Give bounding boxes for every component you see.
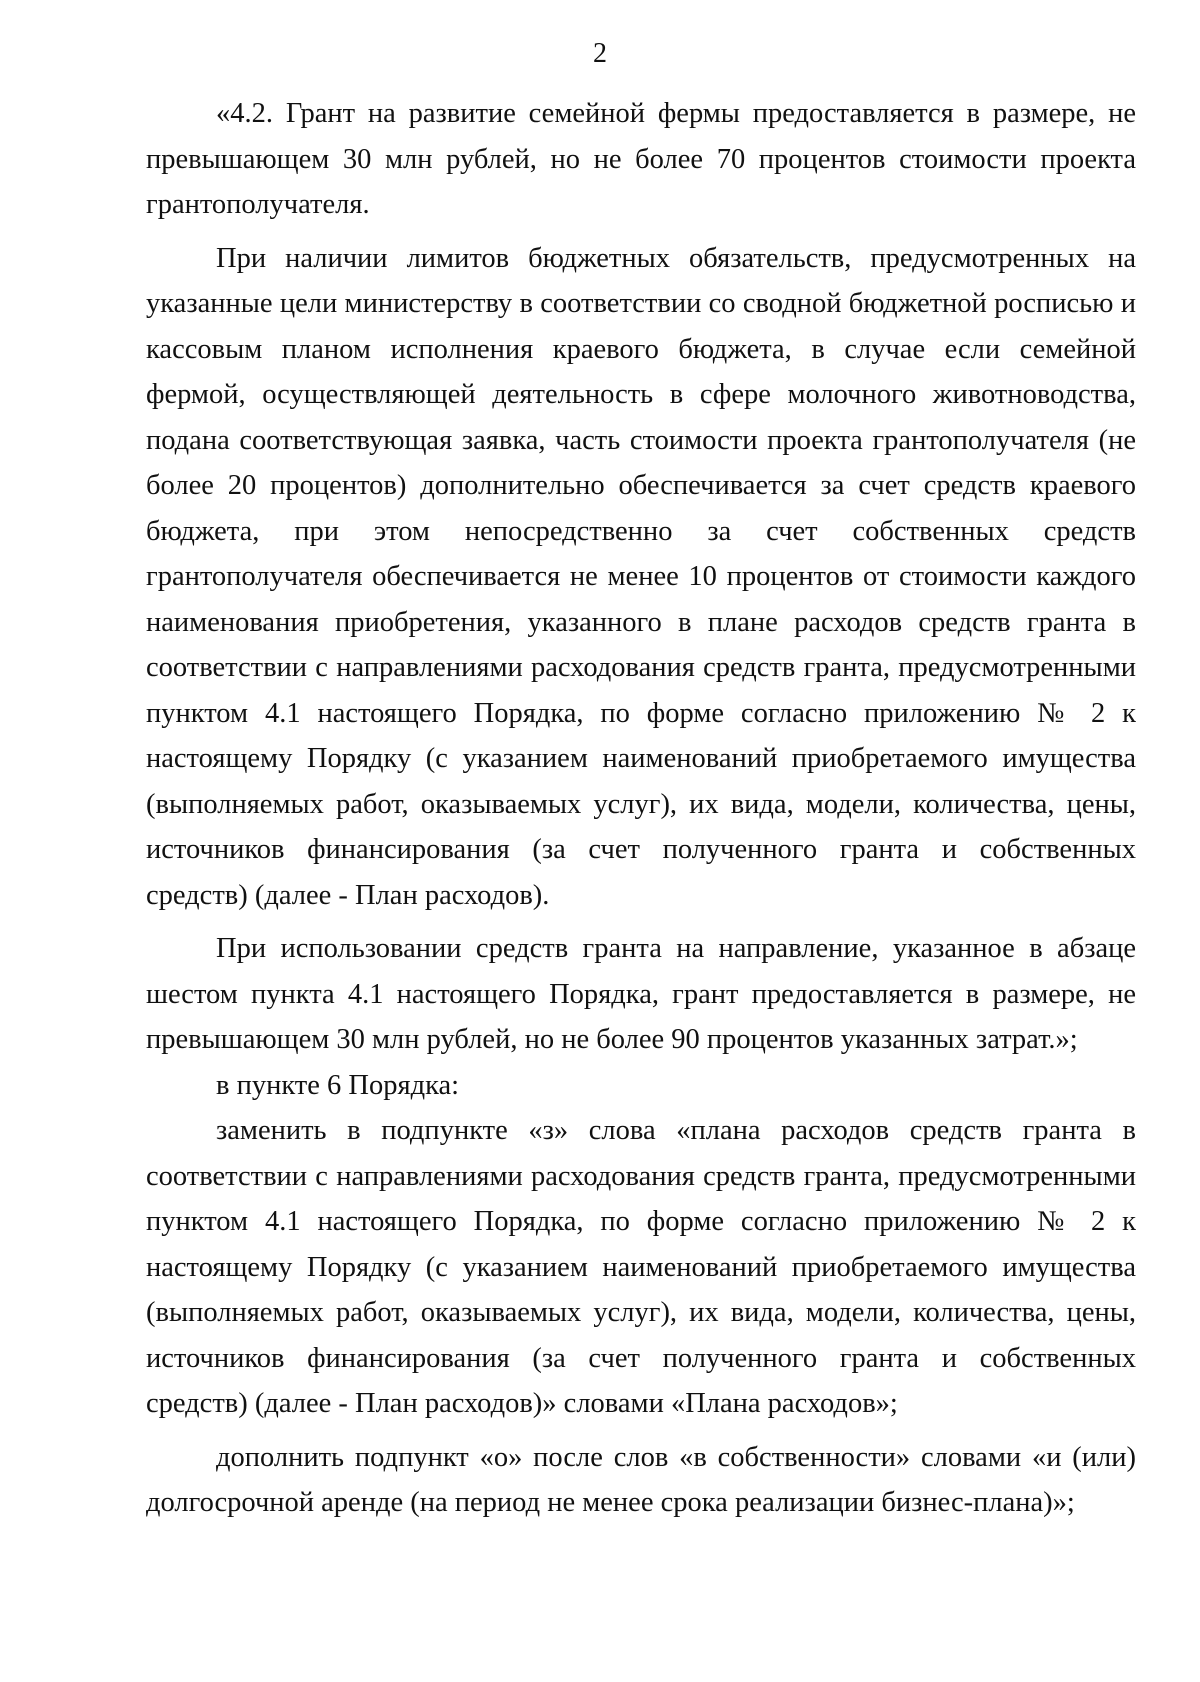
paragraph-grant-size: «4.2. Грант на развитие семейной фермы предоставляется в размере, не превышающем 30 млн рублей, но не более 70 процентов стоимости проекта грантополучателя. xyxy=(146,98,1136,220)
paragraph-supplement-subitem-o: дополнить подпункт «о» после слов «в собственности» словами «и (или) долгосрочной аренде (на период не менее срока реализации бизнес-плана)»; xyxy=(146,1441,1136,1518)
paragraph-replace-subitem-z: заменить в подпункте «з» слова «плана расходов средств гранта в соответствии с направлениями расходования средств гранта, предусмотренными пунктом 4.1 настоящего Порядка, по форме согласно приложению № 2 к настоящему Порядку (с указанием наименований приобретаемого имущества (выполняемых работ, оказываемых услуг), их вида, модели, количества, цены, источников финансирования (за счет полученного гранта и собственных средств) (далее - План расходов)» словами «Плана расходов»; xyxy=(146,1115,1136,1419)
page-number: 2 xyxy=(593,38,607,69)
document-body xyxy=(146,91,1136,1526)
paragraph-grant-direction: При использовании средств гранта на направление, указанное в абзаце шестом пункта 4.1 настоящего Порядка, грант предоставляется в размере, не превышающем 30 млн рублей, но не более 90 процентов указанных затрат.»; xyxy=(146,933,1136,1055)
paragraph-item-6-heading: в пункте 6 Порядка: xyxy=(216,1069,460,1101)
paragraph-budget-limits: При наличии лимитов бюджетных обязательств, предусмотренных на указанные цели министерству в соответствии со сводной бюджетной росписью и кассовым планом исполнения краевого бюджета, в случае если семейной фермой, осуществляющей деятельность в сфере молочного животноводства, подана соответствующая заявка, часть стоимости проекта грантополучателя (не более 20 процентов) дополнительно обеспечивается за счет средств краевого бюджета, при этом непосредственно за счет собственных средств грантополучателя обеспечивается не менее 10 процентов от стоимости каждого наименования приобретения, указанного в плане расходов средств гранта в соответствии с направлениями расходования средств гранта, предусмотренными пунктом 4.1 настоящего Порядка, по форме согласно приложению № 2 к настоящему Порядку (с указанием наименований приобретаемого имущества (выполняемых работ, оказываемых услуг), их вида, модели, количества, цены, источников финансирования (за счет полученного гранта и собственных средств) (далее - План расходов). xyxy=(146,242,1136,911)
